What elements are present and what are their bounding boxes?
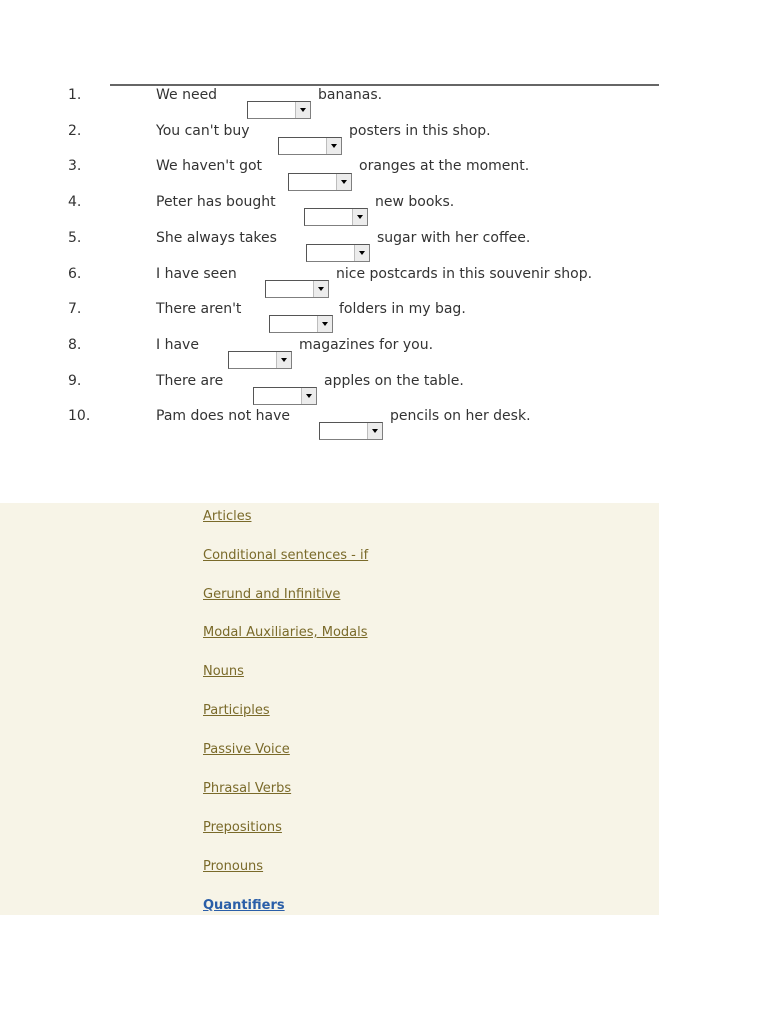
- nav-link-articles[interactable]: Articles: [203, 509, 252, 524]
- answer-dropdown[interactable]: [228, 351, 292, 369]
- question-row: [0, 86, 768, 122]
- question-text-before: There aren't: [156, 301, 242, 317]
- answer-dropdown[interactable]: [253, 387, 317, 405]
- chevron-down-icon: [367, 423, 382, 439]
- question-text-before: I have seen: [156, 266, 237, 282]
- nav-link-nouns[interactable]: Nouns: [203, 664, 244, 679]
- answer-dropdown[interactable]: [269, 315, 333, 333]
- question-text-after: apples on the table.: [324, 373, 464, 389]
- grammar-topics-nav: [0, 503, 659, 915]
- chevron-down-icon: [313, 281, 328, 297]
- answer-dropdown[interactable]: [288, 173, 352, 191]
- question-text-after: nice postcards in this souvenir shop.: [336, 266, 593, 282]
- question-row: [0, 157, 768, 193]
- question-number: 7.: [68, 301, 82, 317]
- quantifier-exercise: [0, 0, 768, 460]
- nav-link-conditional-sentences[interactable]: Conditional sentences - if: [203, 548, 369, 563]
- answer-dropdown[interactable]: [278, 137, 342, 155]
- answer-dropdown[interactable]: [304, 208, 368, 226]
- chevron-down-icon: [354, 245, 369, 261]
- question-row: [0, 265, 768, 301]
- question-text-after: pencils on her desk.: [390, 408, 531, 424]
- question-text-after: folders in my bag.: [339, 301, 466, 317]
- nav-link-modal-auxiliaries[interactable]: Modal Auxiliaries, Modals: [203, 625, 368, 640]
- chevron-down-icon: [326, 138, 341, 154]
- question-text-before: We need: [156, 87, 218, 103]
- answer-dropdown[interactable]: [265, 280, 329, 298]
- question-text-after: posters in this shop.: [349, 123, 491, 139]
- question-text-before: She always takes: [156, 230, 277, 246]
- chevron-down-icon: [276, 352, 291, 368]
- chevron-down-icon: [301, 388, 316, 404]
- answer-dropdown[interactable]: [319, 422, 383, 440]
- question-text-after: sugar with her coffee.: [377, 230, 531, 246]
- question-row: [0, 407, 768, 443]
- question-row: [0, 300, 768, 336]
- chevron-down-icon: [352, 209, 367, 225]
- question-number: 3.: [68, 158, 82, 174]
- question-text-before: Pam does not have: [156, 408, 291, 424]
- question-row: [0, 336, 768, 372]
- answer-dropdown[interactable]: [306, 244, 370, 262]
- question-text-after: magazines for you.: [299, 337, 434, 353]
- question-row: [0, 193, 768, 229]
- question-text-after: new books.: [375, 194, 455, 210]
- nav-link-quantifiers[interactable]: Quantifiers: [203, 898, 285, 913]
- question-text-before: Peter has bought: [156, 194, 276, 210]
- question-number: 6.: [68, 266, 82, 282]
- nav-link-prepositions[interactable]: Prepositions: [203, 820, 282, 835]
- chevron-down-icon: [317, 316, 332, 332]
- question-text-before: I have: [156, 337, 199, 353]
- question-number: 2.: [68, 123, 82, 139]
- nav-link-passive-voice[interactable]: Passive Voice: [203, 742, 290, 757]
- question-row: [0, 122, 768, 158]
- question-text-before: There are: [156, 373, 224, 389]
- question-number: 5.: [68, 230, 82, 246]
- question-number: 9.: [68, 373, 82, 389]
- question-number: 4.: [68, 194, 82, 210]
- chevron-down-icon: [295, 102, 310, 118]
- question-text-before: We haven't got: [156, 158, 263, 174]
- question-number: 1.: [68, 87, 82, 103]
- question-text-before: You can't buy: [156, 123, 250, 139]
- question-row: [0, 229, 768, 265]
- question-row: [0, 372, 768, 408]
- nav-link-participles[interactable]: Participles: [203, 703, 270, 718]
- question-number: 8.: [68, 337, 82, 353]
- nav-link-pronouns[interactable]: Pronouns: [203, 859, 264, 874]
- answer-dropdown[interactable]: [247, 101, 311, 119]
- chevron-down-icon: [336, 174, 351, 190]
- question-number: 10.: [68, 408, 91, 424]
- question-text-after: bananas.: [318, 87, 383, 103]
- nav-link-gerund-infinitive[interactable]: Gerund and Infinitive: [203, 587, 341, 602]
- nav-link-phrasal-verbs[interactable]: Phrasal Verbs: [203, 781, 292, 796]
- question-text-after: oranges at the moment.: [359, 158, 530, 174]
